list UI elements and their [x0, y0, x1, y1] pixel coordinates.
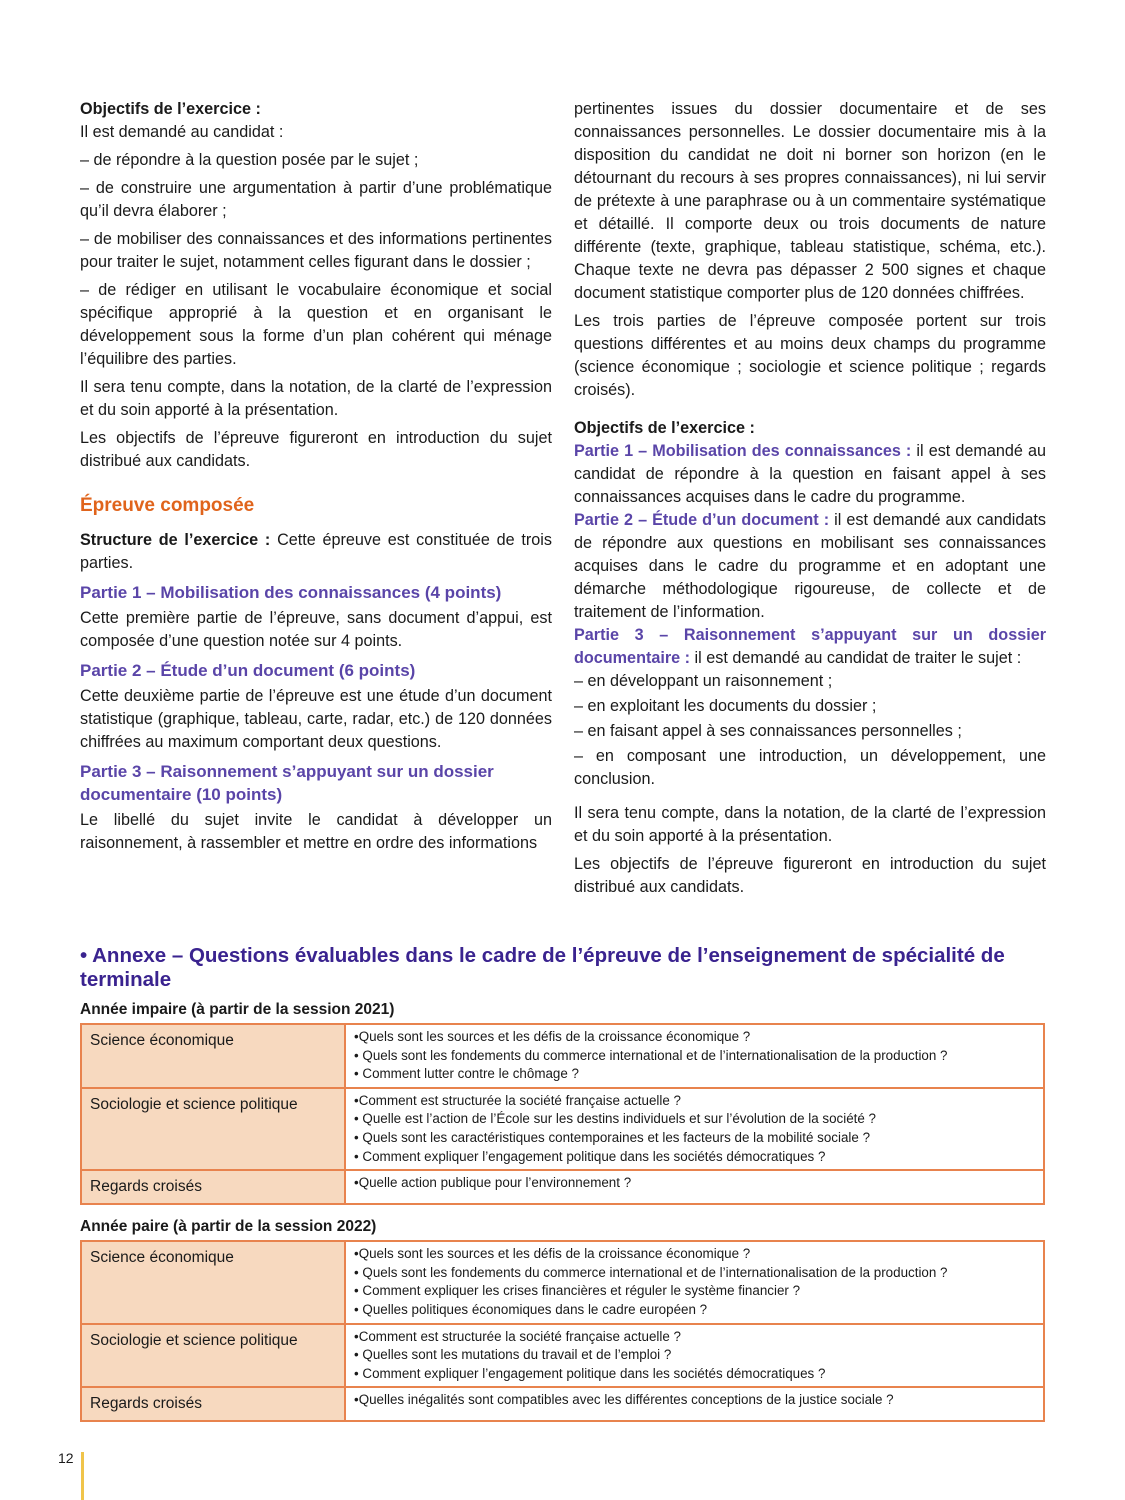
objectives-heading: Objectifs de l’exercice :: [80, 100, 261, 118]
objectives-intro: Il est demandé au candidat :: [80, 123, 284, 141]
question-item: •Quelles inégalités sont compatibles avec les différentes conceptions de la justice sociale ?: [354, 1392, 894, 1408]
question-item: • Quelles sont les mutations du travail et de l’emploi ?: [354, 1347, 672, 1363]
questions-cell: [345, 1024, 1044, 1088]
question-item: • Quels sont les caractéristiques contemporaines et les facteurs de la mobilité sociale ?: [354, 1129, 871, 1145]
question-item: • Comment lutter contre le chômage ?: [354, 1066, 579, 1082]
year-title: Année paire (à partir de la session 2022): [80, 1218, 377, 1236]
question-item: • Comment expliquer l’engagement politique dans les sociétés démocratiques ?: [354, 1365, 826, 1381]
question-item: • Quelle est l’action de l’École sur les destins individuels et sur l’évolution de la société ?: [354, 1111, 876, 1127]
objective-part-text: il est demandé aux candidats de répondre aux questions en mobilisant ses connaissances acquises dans le cadre du programme et en adoptant une démarche méthodologique rigoureuse, de collecte et de traitement de l’information.: [574, 511, 1046, 621]
category-cell: Sociologie et science politique: [81, 1324, 345, 1388]
objective-bullet: – de rédiger en utilisant le vocabulaire économique et social spécifique approprié à la question et en organisant le développement sous la forme d’un plan cohérent qui ménage l’équilibre des parties.: [80, 281, 552, 368]
part-title: Partie 1 – Mobilisation des connaissances (4 points): [80, 583, 502, 602]
objective-bullet: – de répondre à la question posée par le sujet ;: [80, 151, 419, 169]
category-cell: Regards croisés: [81, 1387, 345, 1421]
year-title: Année impaire (à partir de la session 2021): [80, 1001, 395, 1018]
objective-part-label: Partie 2 – Étude d’un document :: [574, 511, 830, 529]
category-cell: Science économique: [81, 1241, 345, 1323]
objective-part: [574, 509, 1046, 624]
structure-paragraph: [80, 529, 552, 575]
questions-cell: [345, 1324, 1044, 1388]
questions-cell: [345, 1088, 1044, 1170]
table-row: [81, 1241, 1044, 1323]
part3-bullet: – en développant un raisonnement ;: [574, 672, 833, 690]
category-cell: Regards croisés: [81, 1170, 345, 1204]
question-item: • Comment expliquer les crises financières et réguler le système financier ?: [354, 1283, 801, 1299]
notation-text: Il sera tenu compte, dans la notation, de la clarté de l’expression et du soin apporté à la présentation.: [574, 804, 1046, 845]
objective-part-label: Partie 3 – Raisonnement s’appuyant sur un dossier documentaire :: [574, 626, 1046, 667]
question-item: • Comment expliquer l’engagement politique dans les sociétés démocratiques ?: [354, 1148, 826, 1164]
right-column: [574, 98, 1046, 904]
objective-part: [574, 624, 1046, 670]
part-title: Partie 2 – Étude d’un document (6 points): [80, 661, 416, 680]
category-cell: Science économique: [81, 1024, 345, 1088]
objective-part-text: il est demandé au candidat de répondre à la question en faisant appel à ses connaissances acquises dans le cadre du programme.: [574, 442, 1046, 506]
part-text: Cette deuxième partie de l’épreuve est une étude d’un document statistique (graphique, tableau, carte, radar, etc.) de 120 données chiffrées au maximum comportant deux questions.: [80, 687, 552, 751]
notation-text: Il sera tenu compte, dans la notation, de la clarté de l’expression et du soin apporté à la présentation.: [80, 378, 552, 419]
section-title: Épreuve composée: [80, 495, 255, 516]
structure-text: Cette épreuve est constituée de trois parties.: [80, 531, 552, 572]
table-row: [81, 1387, 1044, 1421]
questions-table-even-year: [80, 1240, 1045, 1422]
objective-part-label: Partie 1 – Mobilisation des connaissances :: [574, 442, 912, 460]
question-item: •Quels sont les sources et les défis de la croissance économique ?: [354, 1246, 751, 1262]
objective-bullet: – de mobiliser des connaissances et des informations pertinentes pour traiter le sujet, notamment celles figurant dans le dossier ;: [80, 230, 552, 271]
part-title: Partie 3 – Raisonnement s’appuyant sur un dossier documentaire (10 points): [80, 762, 494, 804]
part-text: Cette première partie de l’épreuve, sans document d’appui, est composée d’une question notée sur 4 points.: [80, 609, 552, 650]
question-item: •Quels sont les sources et les défis de la croissance économique ?: [354, 1029, 751, 1044]
objective-part: [574, 440, 1046, 509]
question-item: • Quelles politiques économiques dans le cadre européen ?: [354, 1301, 708, 1317]
questions-cell: [345, 1170, 1044, 1204]
table-row: [81, 1324, 1044, 1388]
continuation-text: pertinentes issues du dossier documentaire et de ses connaissances personnelles. Le dossier documentaire mis à la disposition du candidat ne doit ni borner son horizon (en le détournant du recours à ses propres connaissances), ni lui servir de prétexte à une paraphrase ou à un commentaire systématique et détaillé. Il comporte deux ou trois documents de nature différente (texte, graphique, tableau statistique, schéma, etc.). Chaque texte ne devra pas dépasser 2 500 signes et chaque document statistique comporter plus de 120 données chiffrées.: [574, 100, 1046, 302]
questions-table-odd-year: [80, 1023, 1045, 1205]
question-item: • Quels sont les fondements du commerce international et de l’internationalisation de la production ?: [354, 1264, 948, 1280]
questions-cell: [345, 1241, 1044, 1323]
question-item: • Quels sont les fondements du commerce international et de l’internationalisation de la production ?: [354, 1047, 948, 1063]
page-number: 12: [58, 1450, 74, 1466]
table-row: [81, 1024, 1044, 1088]
annex-title: • Annexe – Questions évaluables dans le cadre de l’épreuve de l’enseignement de spécialité de terminale: [80, 944, 1005, 991]
objectives-note: Les objectifs de l’épreuve figureront en introduction du sujet distribué aux candidats.: [574, 855, 1046, 896]
three-parts-text: Les trois parties de l’épreuve composée portent sur trois questions différentes et au moins deux champs du programme (science économique ; sociologie et science politique ; regards croisés).: [574, 312, 1046, 399]
category-cell: Sociologie et science politique: [81, 1088, 345, 1170]
table-row: [81, 1170, 1044, 1204]
table-row: [81, 1088, 1044, 1170]
structure-label: Structure de l’exercice :: [80, 531, 271, 549]
objectives-note: Les objectifs de l’épreuve figureront en introduction du sujet distribué aux candidats.: [80, 429, 552, 470]
left-column: [80, 98, 552, 860]
part-text: Le libellé du sujet invite le candidat à développer un raisonnement, à rassembler et mettre en ordre des informations: [80, 811, 552, 852]
page-accent-bar: [81, 1452, 84, 1500]
question-item: •Comment est structurée la société française actuelle ?: [354, 1092, 681, 1108]
part3-bullet: – en faisant appel à ses connaissances personnelles ;: [574, 722, 962, 740]
annex-section: [80, 944, 1045, 1434]
part3-bullet: – en composant une introduction, un développement, une conclusion.: [574, 747, 1046, 788]
objectives-heading: Objectifs de l’exercice :: [574, 419, 755, 437]
questions-cell: [345, 1387, 1044, 1421]
question-item: •Quelle action publique pour l’environnement ?: [354, 1175, 632, 1191]
question-item: •Comment est structurée la société française actuelle ?: [354, 1328, 681, 1344]
part3-bullet: – en exploitant les documents du dossier ;: [574, 697, 877, 715]
objective-bullet: – de construire une argumentation à partir d’une problématique qu’il devra élaborer ;: [80, 179, 552, 220]
objective-part-text: il est demandé au candidat de traiter le sujet :: [690, 649, 1022, 667]
